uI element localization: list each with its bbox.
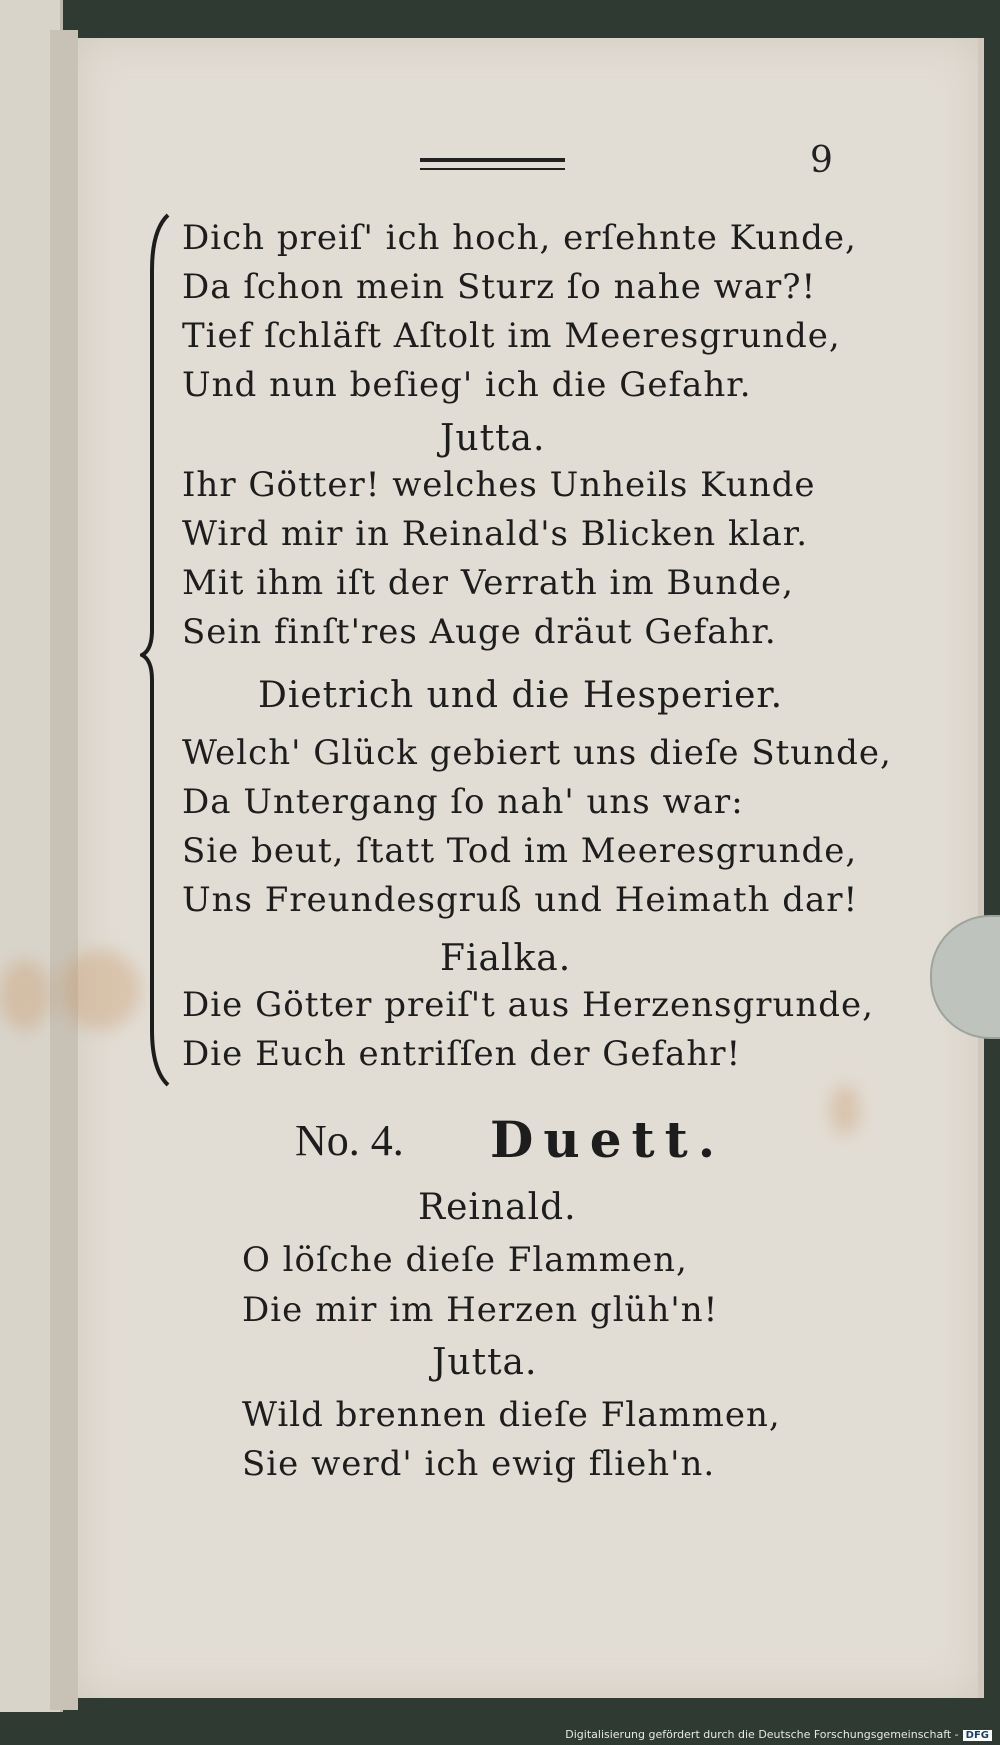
verse-line: Und nun beſieg' ich die Gefahr.	[182, 365, 752, 405]
verse-line: O löſche dieſe Flammen,	[242, 1240, 688, 1280]
verse-line: Welch' Glück gebiert uns dieſe Stunde,	[182, 733, 892, 773]
dfg-logo: DFG	[963, 1730, 992, 1741]
stain	[60, 950, 140, 1030]
verse-line: Die mir im Herzen glüh'n!	[242, 1290, 719, 1330]
page-number: 9	[810, 140, 833, 181]
header-rule	[420, 158, 565, 162]
stain	[0, 960, 50, 1030]
verse-line: Dich preiſ' ich hoch, erſehnte Kunde,	[182, 218, 857, 258]
verse-line: Da ſchon mein Sturz ſo nahe war?!	[182, 267, 817, 307]
verse-line: Sie werd' ich ewig flieh'n.	[242, 1444, 716, 1484]
verse-line: Wild brennen dieſe Flammen,	[242, 1395, 781, 1435]
speaker-name: Jutta.	[440, 418, 546, 459]
stain	[830, 1085, 860, 1135]
verse-line: Da Untergang ſo nah' uns war:	[182, 782, 744, 822]
digitization-footer	[565, 1728, 992, 1741]
speaker-name: Jutta.	[432, 1342, 538, 1383]
speaker-name: Reinald.	[418, 1187, 577, 1228]
verse-line: Sie beut, ſtatt Tod im Meeresgrunde,	[182, 831, 858, 871]
verse-line: Mit ihm iſt der Verrath im Bunde,	[182, 563, 794, 603]
speaker-name: Dietrich und die Hesperier.	[258, 675, 784, 716]
verse-line: Ihr Götter! welches Unheils Kunde	[182, 465, 816, 505]
bracket-brace	[140, 210, 170, 1090]
verse-line: Tief ſchläft Aſtolt im Meeresgrunde,	[182, 316, 841, 356]
speaker-name: Fialka.	[440, 938, 572, 979]
verse-line: Uns Freundesgruß und Heimath dar!	[182, 880, 859, 920]
verse-line: Sein finſt'res Auge dräut Gefahr.	[182, 612, 777, 652]
section-title: Duett.	[490, 1110, 726, 1169]
verse-line: Wird mir in Reinald's Blicken klar.	[182, 514, 809, 554]
number-heading: No. 4.	[295, 1116, 404, 1165]
verse-line: Die Götter preiſ't aus Herzensgrunde,	[182, 985, 874, 1025]
verse-line: Die Euch entriſſen der Gefahr!	[182, 1034, 742, 1074]
left-page-edge	[50, 30, 78, 1710]
header-rule	[420, 168, 565, 170]
footer-text: Digitalisierung gefördert durch die Deutsche Forschungsgemeinschaft -	[565, 1728, 959, 1741]
